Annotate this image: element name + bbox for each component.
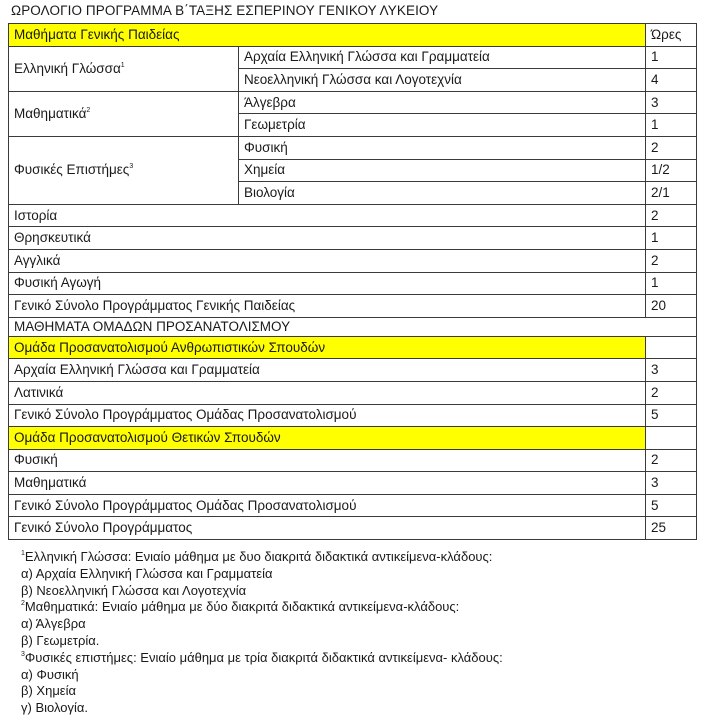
- hours-cell: 3: [646, 91, 697, 114]
- footnote-line: β) Γεωμετρία.: [21, 632, 100, 648]
- table-row: [9, 91, 697, 114]
- group-subject-name: Ελληνική Γλώσσα: [14, 60, 121, 76]
- footnote-mark: 3: [129, 163, 134, 171]
- footnote-line: α) Άλγεβρα: [21, 616, 86, 632]
- orientation-heading: ΜΑΘΗΜΑΤΑ ΟΜΑΔΩΝ ΠΡΟΣΑΝΑΤΟΛΙΣΜΟΥ: [9, 317, 697, 336]
- footnote-line: α) Αρχαία Ελληνική Γλώσσα και Γραμματεία: [21, 565, 273, 581]
- hours-cell: 2: [646, 204, 697, 227]
- footnote-line: β) Χημεία: [21, 683, 77, 699]
- footnote-line: [21, 599, 503, 616]
- general-education-heading: Μαθήματα Γενικής Παιδείας: [9, 24, 646, 47]
- table-row: [9, 136, 697, 159]
- hours-cell: 1: [646, 114, 697, 137]
- table-row: [9, 381, 697, 404]
- hours-cell: 5: [646, 494, 697, 517]
- humanities-heading: Ομάδα Προσανατολισμού Ανθρωπιστικών Σπουδών: [9, 336, 646, 359]
- subject-name-cell: Αρχαία Ελληνική Γλώσσα και Γραμματεία: [9, 359, 646, 382]
- grand-total-hours: 25: [646, 517, 697, 540]
- subject-name-cell: Χημεία: [239, 159, 646, 182]
- group-subject-cell: [9, 46, 239, 91]
- subject-name-cell: Αγγλικά: [9, 249, 646, 272]
- empty-cell: [646, 336, 697, 359]
- footnote-mark: 3: [21, 650, 25, 658]
- footnote-line: β) Νεοελληνική Γλώσσα και Λογοτεχνία: [21, 582, 247, 598]
- subject-name-cell: Άλγεβρα: [239, 91, 646, 114]
- subject-name-cell: Γενικό Σύνολο Προγράμματος Ομάδας Προσανατολισμού: [9, 494, 646, 517]
- footnote-text: Μαθηματικά: Ενιαίο μάθημα με δύο διακριτά διδακτικά αντικείμενα-κλάδους:: [24, 599, 460, 615]
- footnote-text: Ελληνική Γλώσσα: Ενιαίο μάθημα με δυο διακριτά διδακτικά αντικείμενα-κλάδους:: [24, 549, 493, 564]
- subject-name-cell: Θρησκευτικά: [9, 227, 646, 250]
- table-row: [9, 204, 697, 227]
- group-subject-name: Φυσικές Επιστήμες: [14, 162, 130, 178]
- schedule-table: [8, 23, 697, 540]
- subject-name-cell: Λατινικά: [9, 381, 646, 404]
- subject-name-cell: Βιολογία: [239, 182, 646, 205]
- subject-name-cell: Μαθηματικά: [9, 472, 646, 495]
- footnotes: [21, 549, 503, 717]
- hours-cell: 3: [646, 472, 697, 495]
- sciences-heading: Ομάδα Προσανατολισμού Θετικών Σπουδών: [9, 427, 646, 450]
- table-row: [9, 449, 697, 472]
- hours-cell: 2: [646, 249, 697, 272]
- footnote-line: α) Φυσική: [21, 666, 79, 682]
- general-total-label: Γενικό Σύνολο Προγράμματος Γενικής Παιδείας: [9, 295, 646, 318]
- table-row: [9, 46, 697, 69]
- footnote-text: Φυσικές επιστήμες: Ενιαίο μάθημα με τρία διακριτά διδακτικά αντικείμενα- κλάδους:: [24, 649, 503, 665]
- table-row: [9, 494, 697, 517]
- table-row: [9, 227, 697, 250]
- page-title: ΩΡΟΛΟΓΙΟ ΠΡΟΓΡΑΜΜΑ Β΄ΤΑΞΗΣ ΕΣΠΕΡΙΝΟΥ ΓΕΝΙΚΟΥ ΛΥΚΕΙΟΥ: [11, 3, 439, 18]
- hours-cell: 1: [646, 46, 697, 69]
- section-heading-row: [9, 336, 697, 359]
- subject-name-cell: Φυσική Αγωγή: [9, 272, 646, 295]
- orientation-heading-row: [9, 317, 697, 336]
- table-row: [9, 404, 697, 427]
- subject-name-cell: Γεωμετρία: [239, 114, 646, 137]
- table-header-row: [9, 24, 697, 47]
- subject-name-cell: Φυσική: [239, 136, 646, 159]
- hours-cell: 5: [646, 404, 697, 427]
- general-total-hours: 20: [646, 295, 697, 318]
- table-row: [9, 517, 697, 540]
- group-subject-cell: [9, 136, 239, 204]
- subject-name-cell: Αρχαία Ελληνική Γλώσσα και Γραμματεία: [239, 46, 646, 69]
- group-subject-name: Μαθηματικά: [14, 105, 87, 121]
- hours-cell: 1: [646, 227, 697, 250]
- hours-cell: 2: [646, 449, 697, 472]
- table-row: [9, 295, 697, 318]
- footnote-mark: 1: [120, 61, 125, 69]
- footnote-line: [21, 650, 503, 667]
- hours-cell: 1: [646, 272, 697, 295]
- subject-name-cell: Νεοελληνική Γλώσσα και Λογοτεχνία: [239, 69, 646, 92]
- subject-name-cell: Γενικό Σύνολο Προγράμματος Ομάδας Προσανατολισμού: [9, 404, 646, 427]
- hours-column-header: Ώρες: [646, 24, 697, 47]
- footnote-line: [21, 549, 503, 566]
- grand-total-label: Γενικό Σύνολο Προγράμματος: [9, 517, 646, 540]
- footnote-line: γ) Βιολογία.: [21, 700, 89, 716]
- hours-cell: 4: [646, 69, 697, 92]
- subject-name-cell: Ιστορία: [9, 204, 646, 227]
- footnote-mark: 1: [21, 550, 25, 557]
- group-subject-cell: [9, 91, 239, 136]
- footnote-mark: 2: [21, 600, 25, 608]
- table-row: [9, 272, 697, 295]
- hours-cell: 3: [646, 359, 697, 382]
- empty-cell: [646, 427, 697, 450]
- hours-cell: 1/2: [646, 159, 697, 182]
- subject-name-cell: Φυσική: [9, 449, 646, 472]
- section-heading-row: [9, 427, 697, 450]
- table-row: [9, 249, 697, 272]
- table-row: [9, 472, 697, 495]
- hours-cell: 2/1: [646, 182, 697, 205]
- footnote-mark: 2: [86, 106, 91, 114]
- hours-cell: 2: [646, 381, 697, 404]
- hours-cell: 2: [646, 136, 697, 159]
- table-row: [9, 359, 697, 382]
